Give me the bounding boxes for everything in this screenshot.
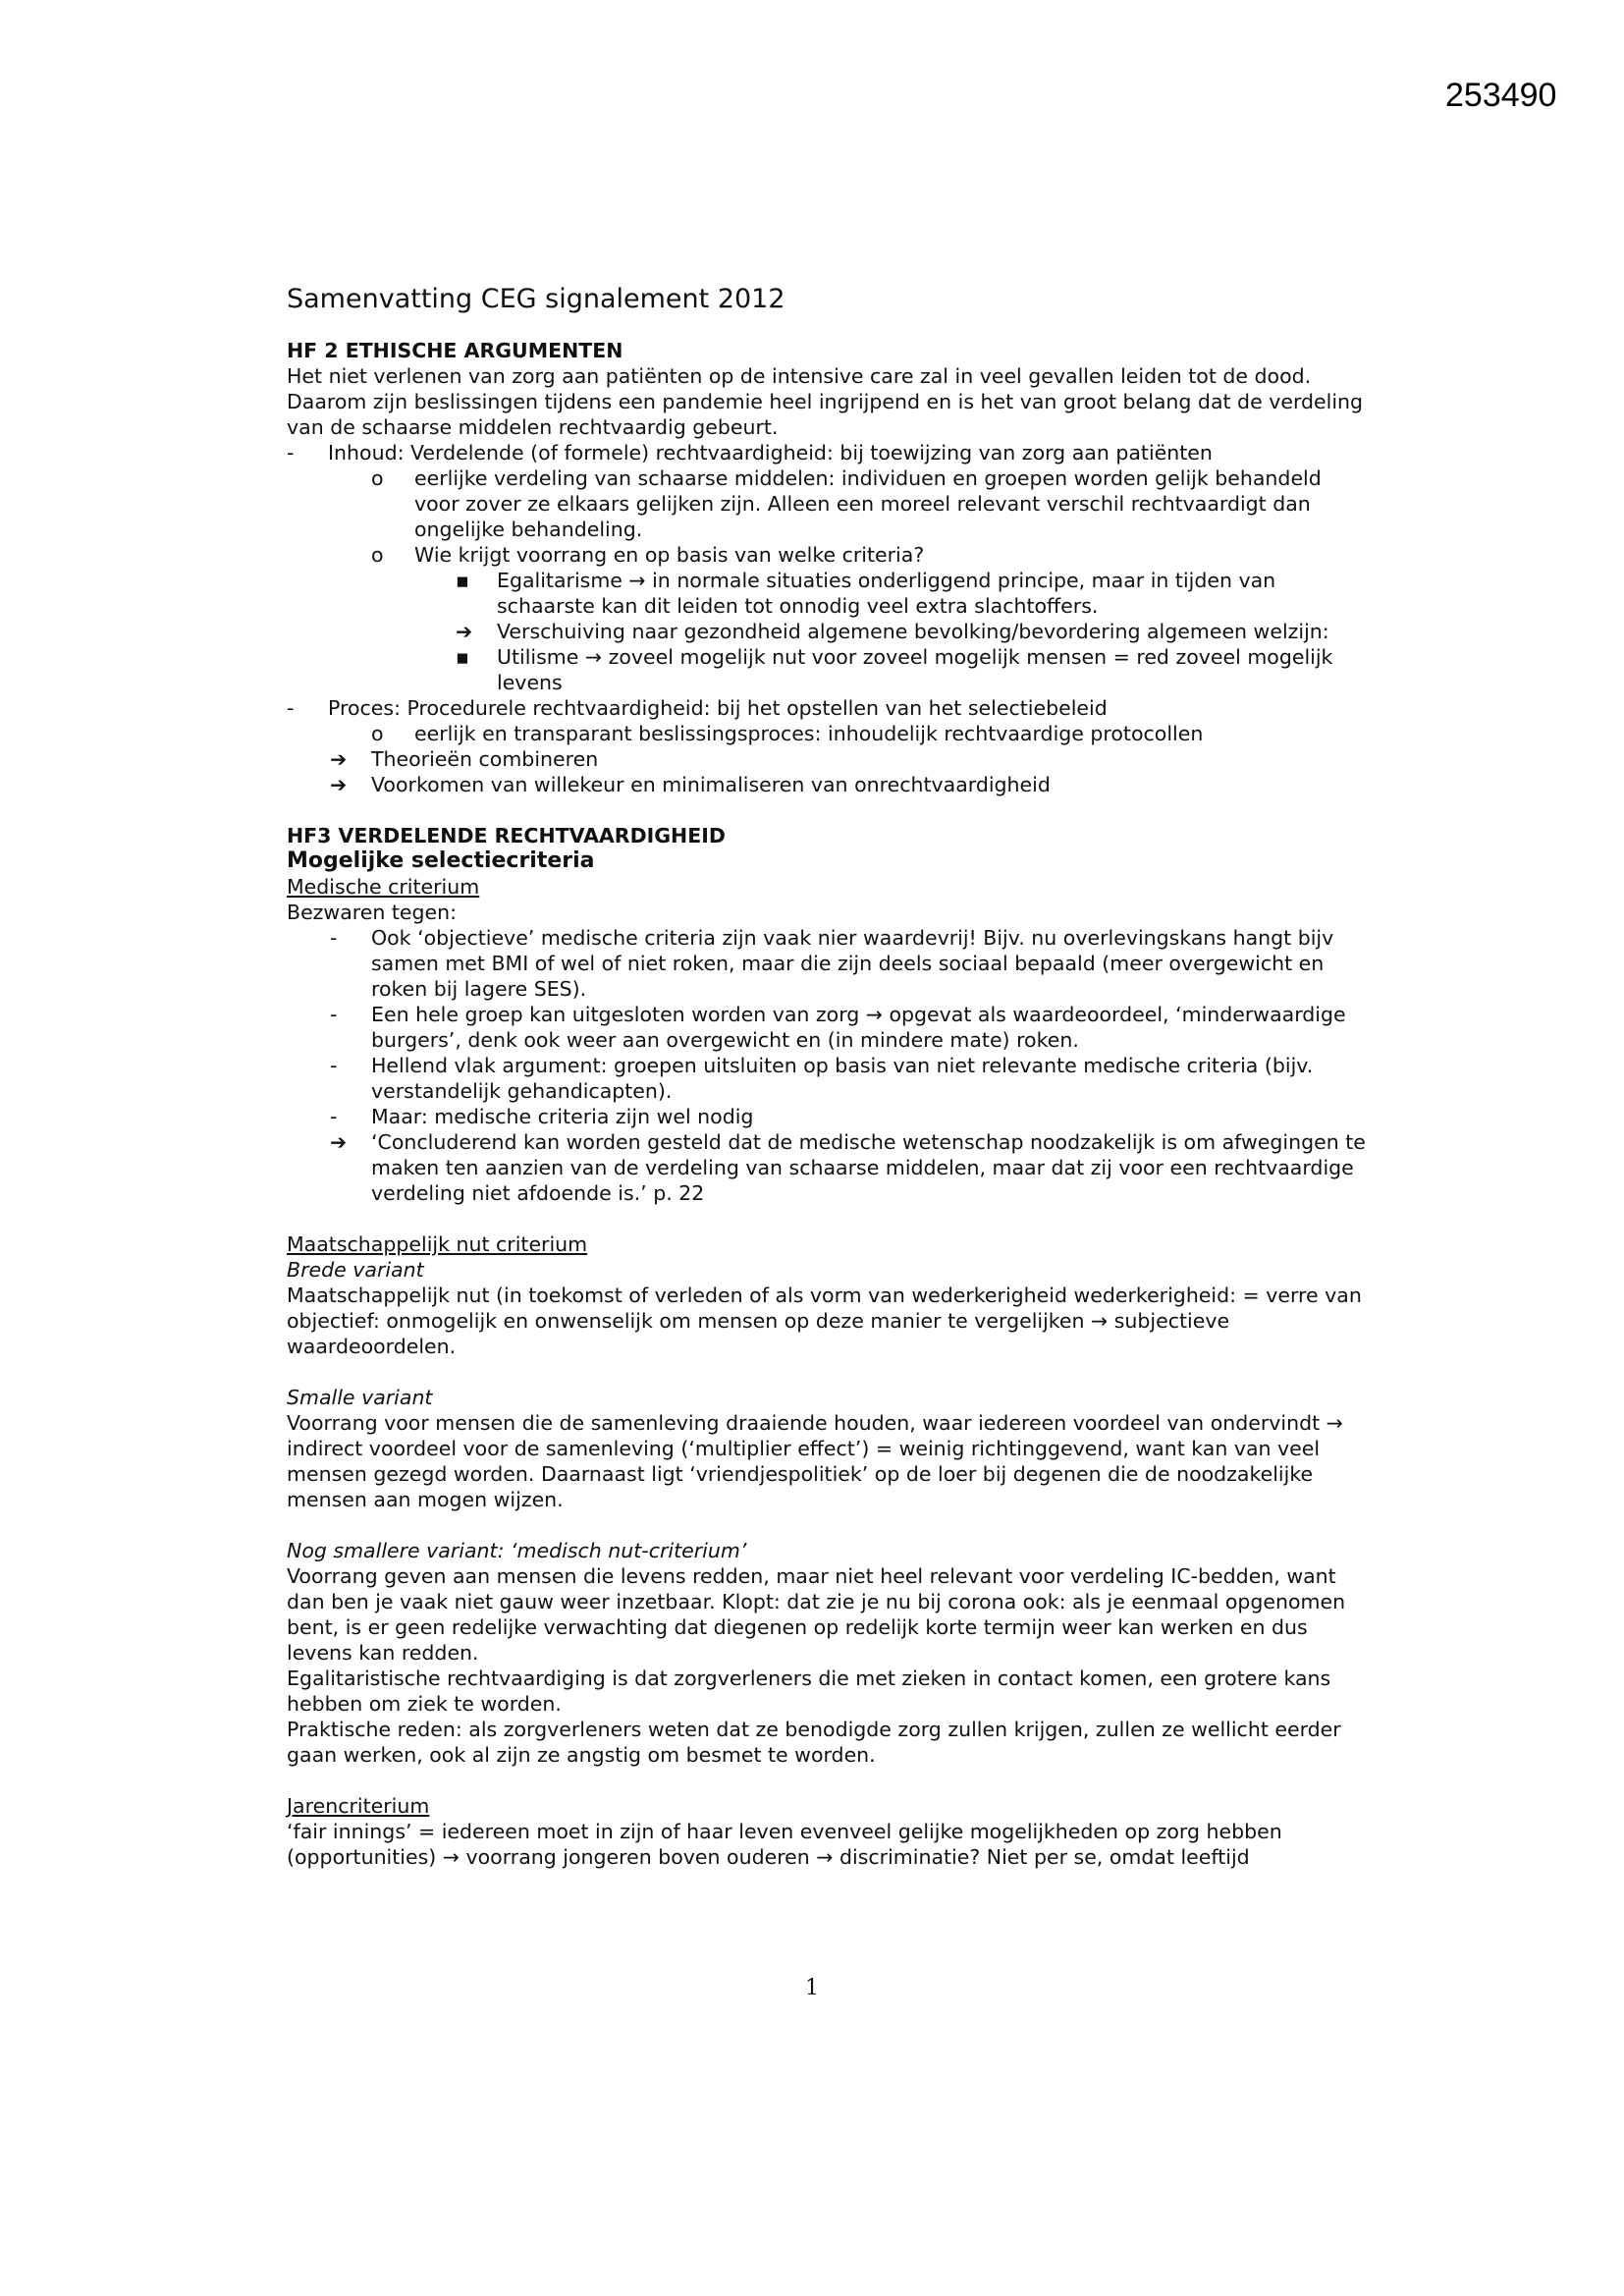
list-item-egalitarisme [287, 568, 1367, 619]
variant-title-nog-smallere: Nog smallere variant: ‘medisch nut-criterium’ [287, 1539, 747, 1562]
list-item-objectieve [287, 925, 1367, 1002]
circle-bullet: o [371, 466, 384, 490]
criterion-title-maatschappelijk: Maatschappelijk nut criterium [287, 1232, 588, 1256]
dash-bullet: - [287, 696, 295, 720]
page-number: 1 [805, 1976, 819, 2000]
list-item-utilisme [287, 644, 1367, 695]
variant-title-brede: Brede variant [287, 1258, 424, 1282]
list-item-text: Utilisme → zoveel mogelijk nut voor zoveel mogelijk mensen = red zoveel mogelijk levens [497, 645, 1333, 694]
section-heading-hf3: HF3 VERDELENDE RECHTVAARDIGHEID [287, 824, 726, 847]
jarencriterium-paragraph: ‘fair innings’ = iedereen moet in zijn of haar leven evenveel gelijke mogelijkheden op zorg hebben (opportunities) → voorrang jongeren boven ouderen → discriminatie? Niet per se, omdat leeftijd [287, 1820, 1282, 1869]
list-item-text: Maar: medische criteria zijn wel nodig [371, 1105, 754, 1128]
dash-bullet: - [330, 1003, 338, 1026]
list-item-text: Theorieën combineren [371, 747, 599, 771]
list-item-text: Wie krijgt voorrang en op basis van welke criteria? [414, 543, 925, 567]
criterion-title-medisch: Medische criterium [287, 875, 480, 899]
variant-title-smalle: Smalle variant [287, 1386, 433, 1409]
document-title: Samenvatting CEG signalement 2012 [287, 284, 785, 314]
list-item-voorrang [287, 542, 1367, 568]
list-item-text: Proces: Procedurele rechtvaardigheid: bij het opstellen van het selectiebeleid [328, 696, 1108, 720]
list-item-maar [287, 1104, 1367, 1129]
list-item-text: Verschuiving naar gezondheid algemene bevolking/bevordering algemeen welzijn: [497, 620, 1329, 643]
hf2-intro-paragraph: Het niet verlenen van zorg aan patiënten op de intensive care zal in veel gevallen leiden tot de dood. Daarom zijn beslissingen tijdens een pandemie heel ingrijpend en is het van groot belang dat de verdeling van de schaarse middelen rechtvaardig gebeurt. [287, 364, 1364, 439]
list-item-inhoud [287, 440, 1367, 465]
document-id: 253490 [1445, 77, 1557, 114]
list-item-theorieen [287, 746, 1367, 772]
list-item-concluderend [287, 1129, 1367, 1206]
list-item-text: eerlijke verdeling van schaarse middelen: individuen en groepen worden gelijk behandeld voor zover ze elkaars gelijken zijn. Alleen een moreel relevant verschil rechtvaardigt dan ongelijke behandeling. [414, 466, 1322, 541]
dash-bullet: - [330, 926, 338, 950]
nog-smallere-paragraph-2: Egalitaristische rechtvaardiging is dat zorgverleners die met zieken in contact komen, een grotere kans hebben om ziek te worden. [287, 1667, 1331, 1716]
dash-bullet: - [287, 441, 295, 465]
nog-smallere-paragraph-3: Praktische reden: als zorgverleners weten dat ze benodigde zorg zullen krijgen, zullen ze wellicht eerder gaan werken, ook al zijn ze angstig om besmet te worden. [287, 1718, 1341, 1767]
arrow-bullet-icon: ➔ [330, 773, 348, 796]
list-item-hellend-vlak [287, 1053, 1367, 1104]
brede-variant-paragraph: Maatschappelijk nut (in toekomst of verleden of als vorm van wederkerigheid wederkerigheid: = verre van objectief: onmogelijk en onwenselijk om mensen op deze manier te vergelijken → subjectieve waardeoordelen. [287, 1284, 1362, 1358]
list-item-text: Een hele groep kan uitgesloten worden van zorg → opgevat als waardeoordeel, ‘minderwaardige burgers’, denk ook weer aan overgewicht en (in mindere mate) roken. [371, 1003, 1346, 1052]
subsection-heading: Mogelijke selectiecriteria [287, 848, 595, 873]
list-item-text: Inhoud: Verdelende (of formele) rechtvaardigheid: bij toewijzing van zorg aan patiënten [328, 441, 1213, 465]
smalle-variant-paragraph: Voorrang voor mensen die de samenleving draaiende houden, waar iedereen voordeel van ondervindt → indirect voordeel voor de samenleving (‘multiplier effect’) = weinig richtinggevend, want kan van veel mensen gezegd worden. Daarnaast ligt ‘vriendjespolitiek’ op de loer bij degenen die de noodzakelijke mensen aan mogen wijzen. [287, 1411, 1343, 1511]
circle-bullet: o [371, 543, 384, 567]
arrow-bullet-icon: ➔ [330, 747, 348, 771]
list-item-eerlijke-verdeling [287, 465, 1367, 542]
nog-smallere-paragraph-1: Voorrang geven aan mensen die levens redden, maar niet heel relevant voor verdeling IC-bedden, want dan ben je vaak niet gauw weer inzetbaar. Klopt: dat zie je nu bij corona ook: als je eenmaal opgenomen bent, is er geen redelijke verwachting dat diegenen op redelijk korte termijn weer kan werken en dus levens kan redden. [287, 1564, 1346, 1665]
section-heading-hf2: HF 2 ETHISCHE ARGUMENTEN [287, 339, 623, 362]
list-item-text: Egalitarisme → in normale situaties onderliggend principe, maar in tijden van schaarste kan dit leiden tot onnodig veel extra slachtoffers. [497, 569, 1276, 618]
circle-bullet: o [371, 722, 384, 745]
bezwaren-label: Bezwaren tegen: [287, 901, 458, 924]
list-item-voorkomen [287, 772, 1367, 797]
dash-bullet: - [330, 1054, 338, 1077]
dash-bullet: - [330, 1105, 338, 1128]
list-item-text: ‘Concluderend kan worden gesteld dat de medische wetenschap noodzakelijk is om afwegingen te maken ten aanzien van de verdeling van schaarse middelen, maar dat zij voor een rechtvaardige verdeling niet afdoende is.’ p. 22 [371, 1130, 1366, 1205]
list-item-verschuiving [287, 619, 1367, 644]
document-body [287, 283, 1367, 1870]
list-item-text: Voorkomen van willekeur en minimaliseren van onrechtvaardigheid [371, 773, 1051, 796]
list-item-text: Ook ‘objectieve’ medische criteria zijn vaak nier waardevrij! Bijv. nu overlevingskans hangt bijv samen met BMI of wel of niet roken, maar die zijn deels sociaal bepaald (meer overgewicht en roken bij lagere SES). [371, 926, 1334, 1001]
criterion-title-jaren: Jarencriterium [287, 1794, 430, 1818]
list-item-beslissingsproces [287, 721, 1367, 746]
square-bullet: ▪ [456, 569, 469, 592]
list-item-uitgesloten [287, 1002, 1367, 1053]
list-item-proces [287, 695, 1367, 721]
arrow-bullet-icon: ➔ [330, 1130, 348, 1154]
square-bullet: ▪ [456, 645, 469, 669]
arrow-bullet-icon: ➔ [456, 620, 473, 643]
list-item-text: Hellend vlak argument: groepen uitsluiten op basis van niet relevante medische criteria (bijv. verstandelijk gehandicapten). [371, 1054, 1314, 1103]
list-item-text: eerlijk en transparant beslissingsproces: inhoudelijk rechtvaardige protocollen [414, 722, 1204, 745]
